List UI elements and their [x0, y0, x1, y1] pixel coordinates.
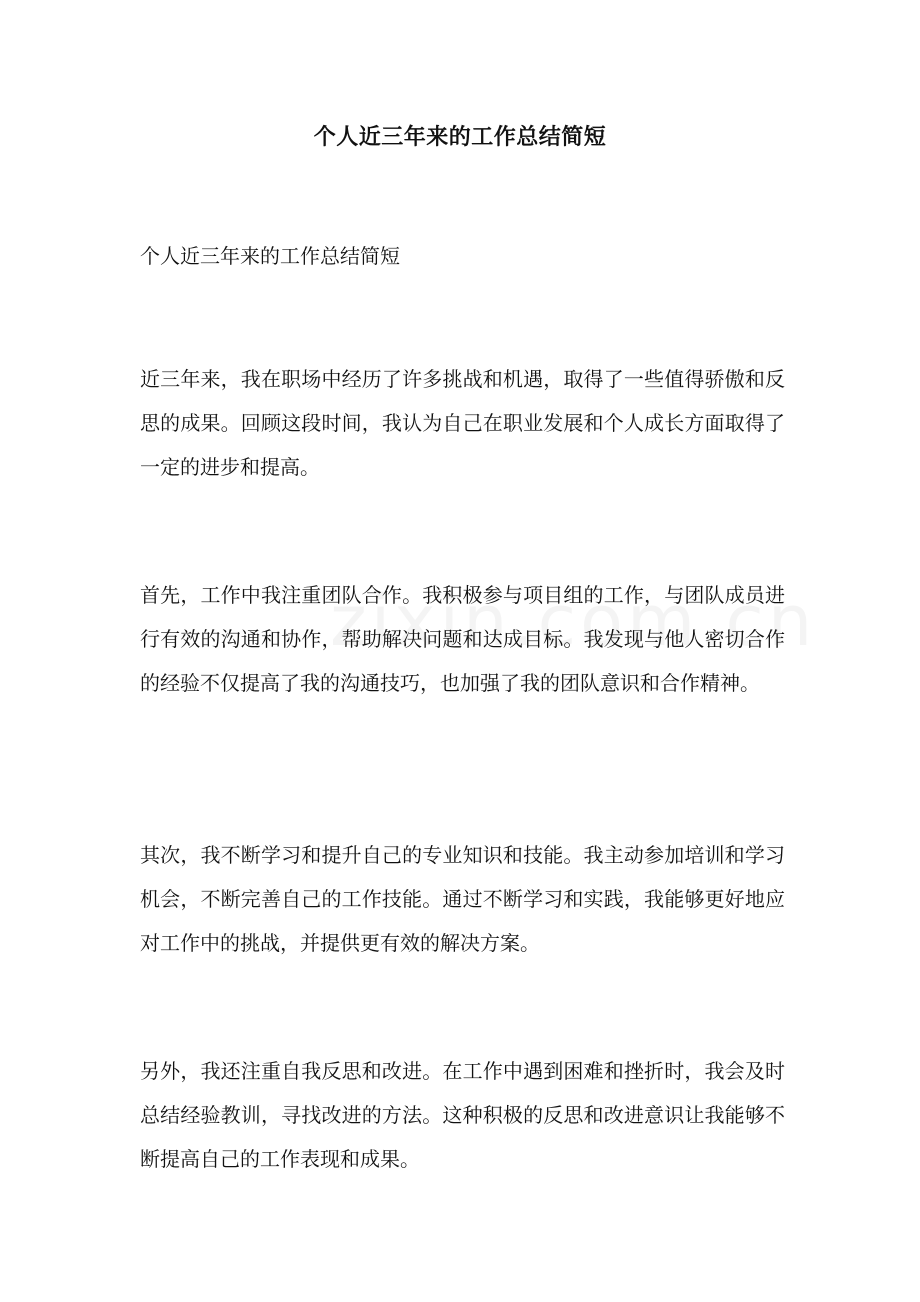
paragraph-learning: 其次，我不断学习和提升自己的专业知识和技能。我主动参加培训和学习机会，不断完善自己的工作技能。通过不断学习和实践，我能够更好地应对工作中的挑战，并提供更有效的解决方案。 [140, 843, 785, 955]
paragraph-teamwork: 首先，工作中我注重团队合作。我积极参与项目组的工作，与团队成员进行有效的沟通和协作，帮助解决问题和达成目标。我发现与他人密切合作的经验不仅提高了我的沟通技巧，也加强了我的团队意识和合作精神。 [140, 583, 785, 695]
document-title: 个人近三年来的工作总结简短 [313, 124, 607, 150]
paragraph-intro: 近三年来，我在职场中经历了许多挑战和机遇，取得了一些值得骄傲和反思的成果。回顾这段时间，我认为自己在职业发展和个人成长方面取得了一定的进步和提高。 [140, 367, 785, 479]
document-subtitle: 个人近三年来的工作总结简短 [140, 244, 400, 268]
paragraph-reflection: 另外，我还注重自我反思和改进。在工作中遇到困难和挫折时，我会及时总结经验教训，寻找改进的方法。这种积极的反思和改进意识让我能够不断提高自己的工作表现和成果。 [140, 1059, 785, 1171]
